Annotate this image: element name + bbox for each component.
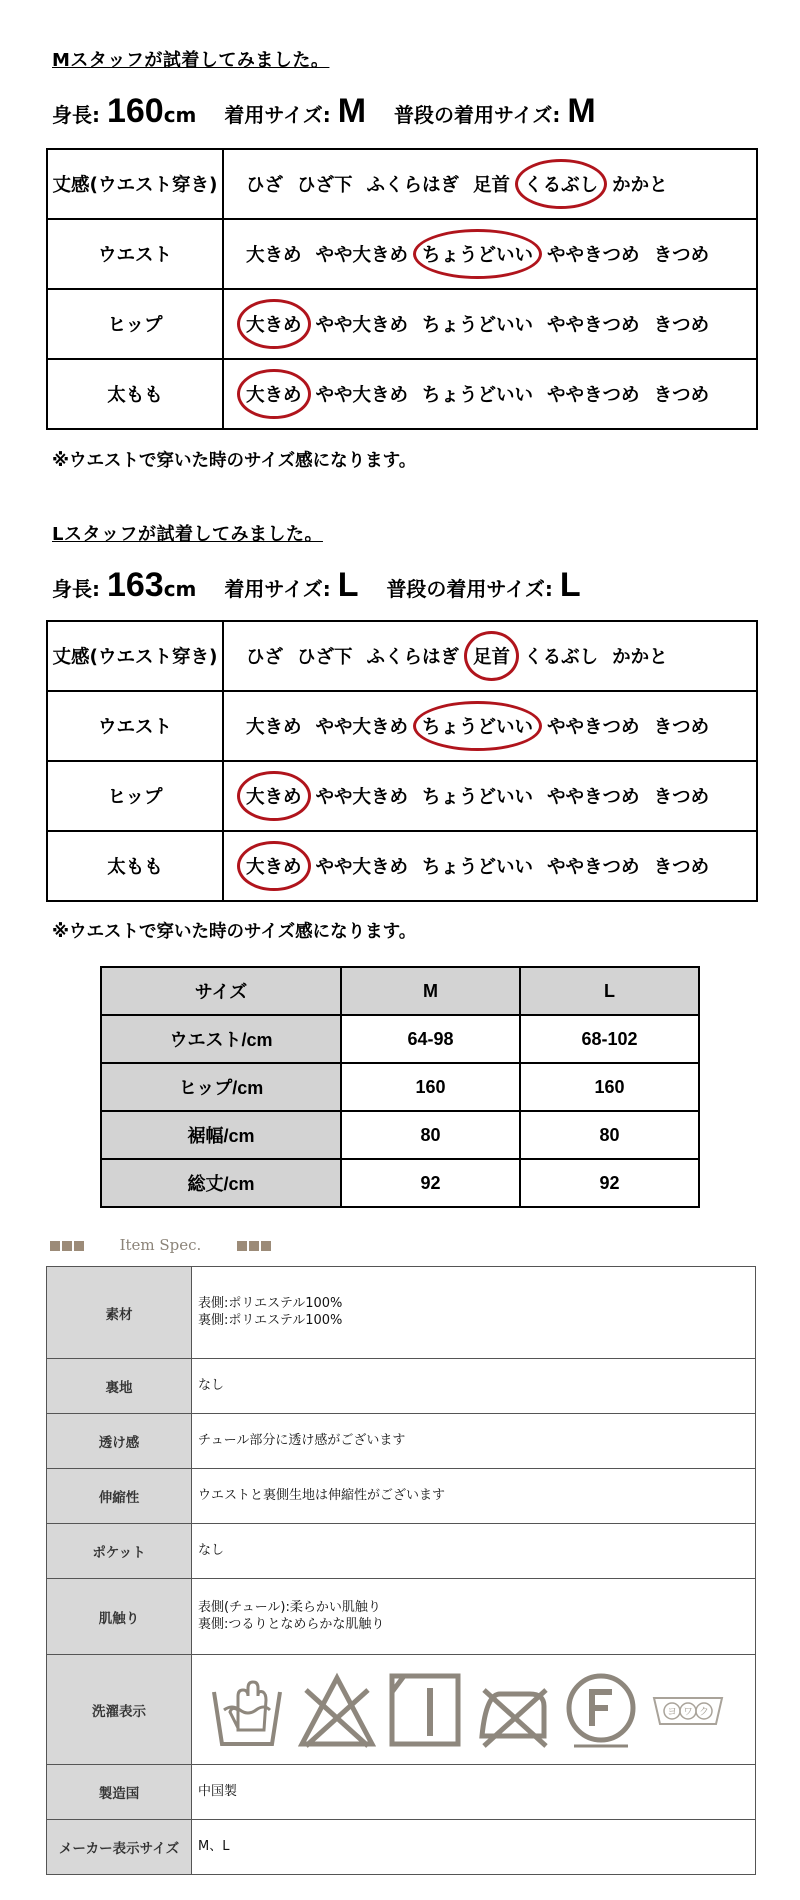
fit-row-options	[223, 219, 757, 289]
fit-option: ちょうどいい	[422, 787, 534, 808]
fit-row-label: 丈感(ウエスト穿き)	[47, 621, 223, 691]
fit-row-thigh	[47, 831, 757, 901]
fit-option: やや大きめ	[315, 385, 409, 406]
fit-option: きつめ	[653, 857, 710, 878]
fit-option: ひざ下	[297, 175, 353, 196]
table-row	[101, 1159, 699, 1207]
size-cell: 92	[520, 1159, 699, 1207]
size-cell: 92	[341, 1159, 520, 1207]
no-iron-icon	[474, 1670, 552, 1750]
fit-option: やや大きめ	[315, 245, 409, 266]
fit-option: ややきつめ	[547, 717, 640, 738]
fit-row-length	[47, 621, 757, 691]
fit-row-hip	[47, 761, 757, 831]
l-fit-note: ※ウエストで穿いた時のサイズ感になります。	[52, 922, 417, 942]
fit-option: ややきつめ	[547, 385, 640, 406]
worn-size-label: 着用サイズ:	[224, 103, 331, 127]
size-row-label: 裾幅/cm	[101, 1111, 341, 1159]
spec-key: 肌触り	[47, 1579, 192, 1655]
fit-row-options	[223, 691, 757, 761]
selected-circle-icon	[237, 771, 311, 821]
size-cell: 80	[520, 1111, 699, 1159]
fit-option: 大きめ	[246, 311, 302, 337]
fit-option: ちょうどいい	[422, 241, 533, 267]
fit-option: きつめ	[653, 717, 710, 738]
height-unit: cm	[163, 103, 197, 127]
table-row	[101, 1015, 699, 1063]
fit-row-label: 太もも	[47, 831, 223, 901]
selected-circle-icon	[464, 631, 519, 681]
fit-option: ちょうどいい	[422, 315, 534, 336]
usual-size-label: 普段の着用サイズ:	[393, 103, 561, 127]
spec-row-maker-size	[47, 1820, 756, 1875]
fit-option: 大きめ	[246, 717, 302, 738]
worn-size-value: L	[337, 566, 359, 604]
gentle-wet-clean-icon	[650, 1690, 726, 1730]
fit-option: やや大きめ	[315, 787, 409, 808]
fit-option: 大きめ	[246, 783, 302, 809]
spec-row-lining	[47, 1359, 756, 1414]
spec-value: なし	[192, 1524, 756, 1579]
spec-key: 製造国	[47, 1765, 192, 1820]
table-row	[101, 1063, 699, 1111]
spec-key: 透け感	[47, 1414, 192, 1469]
fit-row-label: ヒップ	[47, 289, 223, 359]
fit-option: かかと	[612, 647, 668, 668]
fit-option: ふくらはぎ	[366, 647, 460, 668]
selected-circle-icon	[413, 229, 542, 279]
size-cell: 64-98	[341, 1015, 520, 1063]
size-header-cell: サイズ	[101, 967, 341, 1015]
fit-option: くるぶし	[524, 647, 599, 668]
fit-option: やや大きめ	[315, 717, 409, 738]
fit-row-label: ヒップ	[47, 761, 223, 831]
square-icon	[261, 1241, 271, 1251]
size-row-label: ウエスト/cm	[101, 1015, 341, 1063]
care-symbols	[192, 1655, 756, 1765]
fit-row-waist	[47, 219, 757, 289]
spec-key: 伸縮性	[47, 1469, 192, 1524]
fit-option: ちょうどいい	[422, 385, 534, 406]
fit-row-hip	[47, 289, 757, 359]
fit-option: 足首	[473, 175, 511, 196]
fit-option: きつめ	[653, 787, 710, 808]
fit-row-options	[223, 831, 757, 901]
svg-text:ワ: ワ	[683, 1706, 693, 1718]
line-dry-shade-icon	[388, 1670, 462, 1750]
fit-option: ややきつめ	[547, 857, 640, 878]
fit-option: ひざ	[246, 175, 284, 196]
spec-row-origin	[47, 1765, 756, 1820]
fit-row-label: ウエスト	[47, 691, 223, 761]
height-unit: cm	[163, 577, 197, 601]
m-fit-table	[46, 148, 758, 430]
selected-circle-icon	[237, 299, 311, 349]
size-cell: 160	[341, 1063, 520, 1111]
fit-row-options	[223, 761, 757, 831]
fit-option: ややきつめ	[547, 787, 640, 808]
size-row-label: 総丈/cm	[101, 1159, 341, 1207]
l-staff-stats	[52, 566, 581, 605]
spec-value: チュール部分に透け感がございます	[192, 1414, 756, 1469]
spec-row-stretch	[47, 1469, 756, 1524]
fit-option: 足首	[473, 643, 510, 669]
size-header-cell: L	[520, 967, 699, 1015]
selected-circle-icon	[515, 159, 607, 209]
fit-option: きつめ	[653, 385, 710, 406]
fit-option: くるぶし	[524, 171, 598, 197]
fit-row-options	[223, 149, 757, 219]
fit-option: ややきつめ	[547, 245, 640, 266]
m-fit-note: ※ウエストで穿いた時のサイズ感になります。	[52, 451, 417, 471]
l-staff-title: Lスタッフが試着してみました。	[52, 524, 323, 545]
fit-option: ふくらはぎ	[366, 175, 460, 196]
fit-option: やや大きめ	[315, 857, 409, 878]
no-bleach-icon	[298, 1670, 376, 1750]
height-label: 身長:	[52, 103, 100, 127]
fit-row-label: ウエスト	[47, 219, 223, 289]
item-spec-title: Item Spec.	[119, 1236, 202, 1254]
spec-value: M、L	[192, 1820, 756, 1875]
square-icon	[249, 1241, 259, 1251]
fit-row-waist	[47, 691, 757, 761]
spec-row-pocket	[47, 1524, 756, 1579]
selected-circle-icon	[237, 841, 311, 891]
selected-circle-icon	[413, 701, 542, 751]
size-row-label: ヒップ/cm	[101, 1063, 341, 1111]
square-icon	[237, 1241, 247, 1251]
fit-option: ちょうどいい	[422, 713, 533, 739]
svg-text:ヨ: ヨ	[667, 1706, 677, 1718]
size-cell: 160	[520, 1063, 699, 1111]
fit-row-options	[223, 359, 757, 429]
fit-option: 大きめ	[246, 853, 302, 879]
spec-key: メーカー表示サイズ	[47, 1820, 192, 1875]
square-icon	[62, 1241, 72, 1251]
svg-text:ク: ク	[699, 1706, 709, 1718]
fit-row-thigh	[47, 359, 757, 429]
size-header-cell: M	[341, 967, 520, 1015]
spec-value	[192, 1267, 756, 1359]
spec-key: ポケット	[47, 1524, 192, 1579]
spec-row-material	[47, 1267, 756, 1359]
fit-option: 大きめ	[246, 245, 302, 266]
spec-line: 表側:ポリエステル100%	[198, 1295, 343, 1311]
fit-option: ひざ	[246, 647, 284, 668]
fit-option: ひざ下	[297, 647, 353, 668]
square-icon	[74, 1241, 84, 1251]
fit-option: ややきつめ	[547, 315, 640, 336]
fit-option: ちょうどいい	[422, 857, 534, 878]
fit-option: かかと	[612, 175, 668, 196]
fit-row-label: 丈感(ウエスト穿き)	[47, 149, 223, 219]
fit-option: 大きめ	[246, 381, 302, 407]
spec-value: なし	[192, 1359, 756, 1414]
spec-key: 裏地	[47, 1359, 192, 1414]
m-staff-title: Mスタッフが試着してみました。	[52, 50, 330, 71]
fit-row-length	[47, 149, 757, 219]
size-table-header	[101, 967, 699, 1015]
height-value: 160	[106, 92, 164, 130]
fit-option: きつめ	[653, 315, 710, 336]
item-spec-table	[46, 1266, 756, 1875]
usual-size-value: L	[559, 566, 581, 604]
spec-value: ウエストと裏側生地は伸縮性がございます	[192, 1469, 756, 1524]
spec-row-care	[47, 1655, 756, 1765]
worn-size-value: M	[337, 92, 367, 130]
fit-option: きつめ	[653, 245, 710, 266]
spec-line: 裏側:ポリエステル100%	[198, 1312, 343, 1328]
spec-row-sheerness	[47, 1414, 756, 1469]
height-label: 身長:	[52, 577, 100, 601]
size-table	[100, 966, 700, 1208]
dry-clean-f-icon	[564, 1670, 638, 1750]
spec-line: 表側(チュール):柔らかい肌触り	[198, 1599, 381, 1615]
l-fit-table	[46, 620, 758, 902]
table-row	[101, 1111, 699, 1159]
fit-row-label: 太もも	[47, 359, 223, 429]
fit-option: やや大きめ	[315, 315, 409, 336]
selected-circle-icon	[237, 369, 311, 419]
m-staff-stats	[52, 92, 596, 131]
spec-key: 洗濯表示	[47, 1655, 192, 1765]
size-cell: 80	[341, 1111, 520, 1159]
fit-row-options	[223, 621, 757, 691]
square-icon	[50, 1241, 60, 1251]
spec-row-texture	[47, 1579, 756, 1655]
spec-line: 裏側:つるりとなめらかな肌触り	[198, 1616, 385, 1632]
usual-size-value: M	[567, 92, 596, 130]
usual-size-label: 普段の着用サイズ:	[386, 577, 553, 601]
height-value: 163	[106, 566, 164, 604]
spec-value: 中国製	[192, 1765, 756, 1820]
size-cell: 68-102	[520, 1015, 699, 1063]
hand-wash-30-icon	[208, 1670, 286, 1750]
item-spec-heading	[50, 1236, 273, 1254]
worn-size-label: 着用サイズ:	[224, 577, 331, 601]
spec-value	[192, 1579, 756, 1655]
fit-row-options	[223, 289, 757, 359]
spec-key: 素材	[47, 1267, 192, 1359]
